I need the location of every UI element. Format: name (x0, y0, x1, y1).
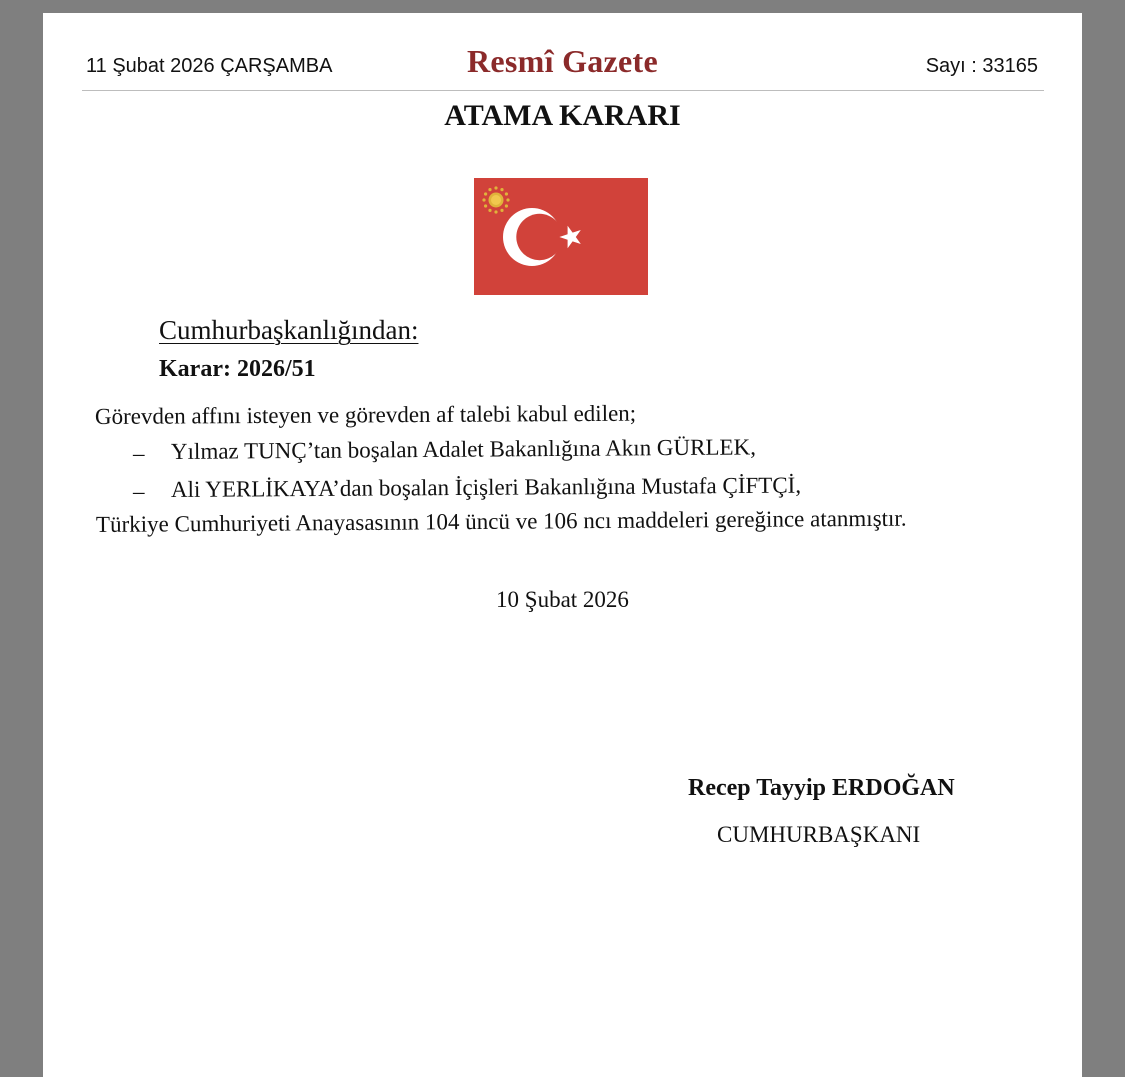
decree-closing: Türkiye Cumhuriyeti Anayasasının 104 üncü ve 106 ncı maddeleri gereğince atanmıştır. (95, 505, 907, 537)
list-bullet: – (133, 441, 145, 466)
signer-name: Recep Tayyip ERDOĞAN (688, 775, 955, 801)
issue-date: 11 Şubat 2026 ÇARŞAMBA (86, 55, 333, 77)
decree-date: 10 Şubat 2026 (496, 587, 629, 612)
signer-title: CUMHURBAŞKANI (717, 822, 921, 847)
list-bullet: – (133, 479, 145, 504)
issue-number: Sayı : 33165 (925, 55, 1038, 77)
appointment-item: Yılmaz TUNÇ’tan boşalan Adalet Bakanlığına Akın GÜRLEK, (170, 434, 756, 464)
appointment-item: Ali YERLİKAYA’dan boşalan İçişleri Bakanlığına Mustafa ÇİFTÇİ, (170, 472, 802, 502)
header-divider (82, 90, 1044, 91)
issuing-authority: Cumhurbaşkanlığından: (159, 315, 419, 345)
gazette-page (43, 13, 1082, 1077)
decision-number: Karar: 2026/51 (159, 356, 316, 382)
turkish-flag-icon (474, 178, 648, 295)
decree-intro: Görevden affını isteyen ve görevden af talebi kabul edilen; (94, 400, 637, 429)
gazette-title: Resmî Gazete (466, 43, 659, 79)
decree-title: ATAMA KARARI (444, 99, 681, 132)
